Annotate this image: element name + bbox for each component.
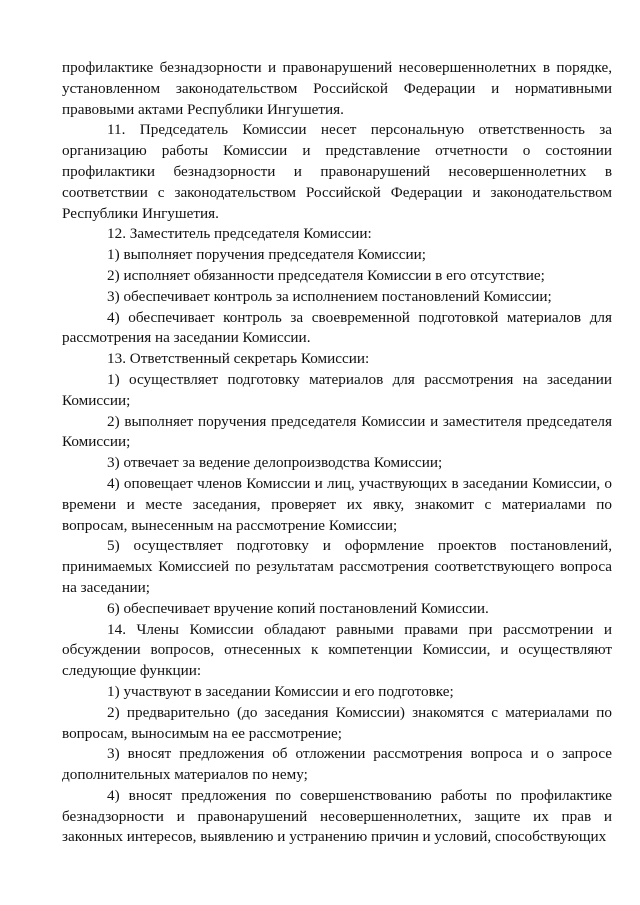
list-item: 2) выполняет поручения председателя Комиссии и заместителя председателя Комиссии; (62, 412, 612, 451)
list-item: 3) отвечает за ведение делопроизводства Комиссии; (107, 454, 443, 472)
paragraph-item-12-heading: 12. Заместитель председателя Комиссии: (107, 225, 372, 243)
document-page (62, 58, 612, 848)
list-item: 3) обеспечивает контроль за исполнением постановлений Комиссии; (107, 287, 552, 305)
paragraph-item-14-heading: 14. Члены Комиссии обладают равными правами при рассмотрении и обсуждении вопросов, отнесенных к компетенции Комиссии, и осуществляют следующие функции: (62, 620, 612, 680)
list-item: 3) вносят предложения об отложении рассмотрения вопроса и о запросе дополнительных материалов по нему; (62, 745, 612, 784)
list-item: 5) осуществляет подготовку и оформление проектов постановлений, принимаемых Комиссией по результатам рассмотрения соответствующего вопроса на заседании; (62, 537, 612, 596)
paragraph-item-11: 11. Председатель Комиссии несет персональную ответственность за организацию работы Комиссии и представление отчетности о состоянии профилактики безнадзорности и правонарушений несовершеннолетних в соответствии с законодательством Российской Федерации и законодательством Республики Ингушетия. (62, 121, 612, 222)
list-item: 4) обеспечивает контроль за своевременной подготовкой материалов для рассмотрения на заседании Комиссии. (62, 308, 612, 347)
list-item: 1) участвуют в заседании Комиссии и его подготовке; (107, 682, 454, 700)
list-item: 6) обеспечивает вручение копий постановлений Комиссии. (107, 599, 489, 617)
list-item: 4) оповещает членов Комиссии и лиц, участвующих в заседании Комиссии, о времени и месте заседания, проверяет их явку, знакомит с материалами по вопросам, вынесенным на рассмотрение Комиссии; (62, 474, 612, 534)
list-item: 1) осуществляет подготовку материалов для рассмотрения на заседании Комиссии; (62, 370, 612, 409)
paragraph-continuation: профилактике безнадзорности и правонарушений несовершеннолетних в порядке, установленном законодательством Российской Федерации и нормативными правовыми актами Республики Ингушетия. (62, 59, 612, 118)
list-item: 4) вносят предложения по совершенствованию работы по профилактике безнадзорности и правонарушений несовершеннолетних, защите их прав и законных интересов, выявлению и устранению причин и условий, способствующих (62, 786, 612, 846)
paragraph-item-13-heading: 13. Ответственный секретарь Комиссии: (107, 350, 370, 368)
list-item: 2) предварительно (до заседания Комиссии) знакомятся с материалами по вопросам, выносимым на ее рассмотрение; (62, 703, 612, 742)
list-item: 1) выполняет поручения председателя Комиссии; (107, 246, 426, 264)
list-item: 2) исполняет обязанности председателя Комиссии в его отсутствие; (107, 266, 545, 284)
